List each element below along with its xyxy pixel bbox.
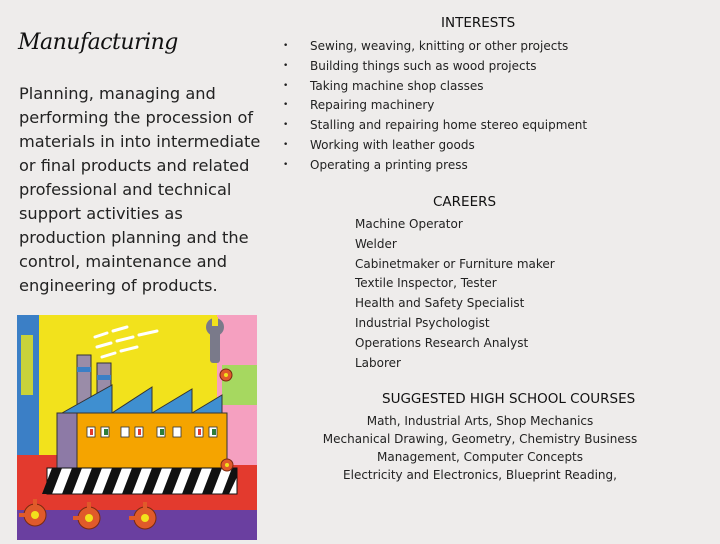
- interests-heading: INTERESTS: [441, 15, 516, 31]
- career-item: Textile Inspector, Tester: [355, 276, 497, 291]
- list-item: [280, 96, 587, 116]
- slide-title: Manufacturing: [18, 30, 178, 55]
- interest-text: Sewing, weaving, knitting or other projects: [310, 39, 569, 53]
- list-item: [280, 136, 587, 156]
- bullet-icon: •: [283, 139, 289, 150]
- interest-text: Operating a printing press: [310, 157, 468, 172]
- bullet-icon: •: [283, 159, 289, 170]
- bullet-icon: •: [283, 100, 289, 111]
- courses-line: Management, Computer Concepts: [376, 450, 584, 464]
- interests-list: [280, 37, 587, 176]
- career-item: Health and Safety Specialist: [355, 296, 525, 311]
- list-item: [280, 77, 587, 97]
- courses-line: Electricity and Electronics, Blueprint Reading,: [343, 468, 617, 482]
- bullet-icon: •: [283, 41, 289, 51]
- careers-list: [355, 215, 555, 373]
- interest-text: Repairing machinery: [310, 98, 435, 113]
- careers-heading: CAREERS: [433, 194, 497, 210]
- career-item: Welder: [355, 236, 397, 251]
- courses-line: Math, Industrial Arts, Shop Mechanics: [366, 414, 594, 428]
- courses-text: [300, 412, 660, 484]
- career-item: Laborer: [355, 355, 401, 370]
- interest-text: Working with leather goods: [310, 137, 475, 152]
- interest-text: Building things such as wood projects: [310, 58, 537, 73]
- career-item: Cabinetmaker or Furniture maker: [355, 256, 555, 271]
- career-item: Operations Research Analyst: [355, 335, 529, 350]
- courses-line: Mechanical Drawing, Geometry, Chemistry Business: [322, 432, 638, 446]
- courses-heading: SUGGESTED HIGH SCHOOL COURSES: [382, 391, 636, 407]
- manufacturing-description: Planning, managing and performing the procession of materials in into intermediate or final products and related professional and technical support activities as production planning and the control, maintenance and engineering of products.: [19, 84, 261, 295]
- factory-clipart: [17, 315, 257, 540]
- career-item: Machine Operator: [355, 217, 463, 231]
- conveyor-belt: [42, 468, 237, 494]
- list-item: [280, 37, 587, 57]
- bullet-icon: •: [283, 60, 289, 71]
- list-item: [280, 116, 587, 136]
- list-item: [280, 156, 587, 176]
- interest-text: Stalling and repairing home stereo equipment: [310, 118, 588, 133]
- factory-building: [57, 413, 227, 468]
- bullet-icon: •: [283, 80, 289, 91]
- list-item: [280, 57, 587, 77]
- bullet-icon: •: [283, 120, 289, 131]
- interest-text: Taking machine shop classes: [310, 78, 484, 93]
- career-item: Industrial Psychologist: [355, 315, 490, 330]
